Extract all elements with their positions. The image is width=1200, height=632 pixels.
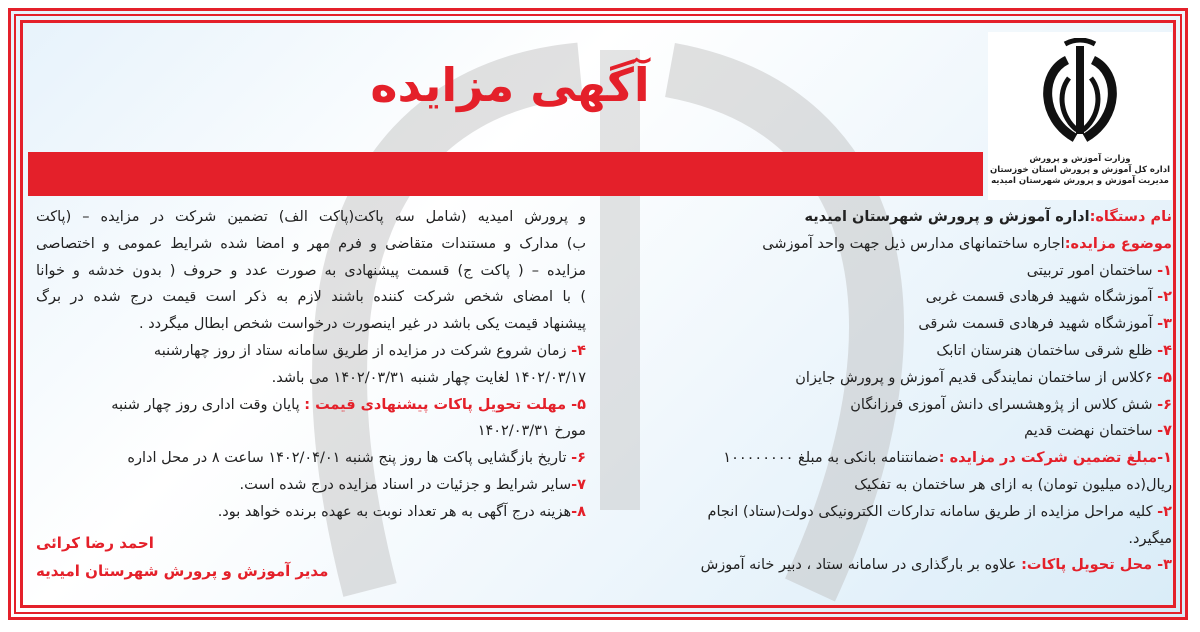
item-5 [36,392,586,419]
building-item [600,284,1172,311]
item-5-cont: مورخ ۱۴۰۲/۰۳/۳۱ [477,423,586,440]
item-text: زمان شروع شرکت در مزایده از طریق سامانه ستاد از روز چهارشنبه [153,342,572,359]
left-column [36,204,586,585]
item-text: سایر شرایط و جزئیات در اسناد مزایده درج شده است. [239,476,572,493]
item-4-cont: ۱۴۰۲/۰۳/۱۷ لغایت چهار شنبه ۱۴۰۲/۰۳/۳۱ می باشد. [271,369,586,386]
signer-title: مدیر آموزش و پرورش شهرستان امیدیه [36,562,329,581]
subject-value: اجاره ساختمانهای مدارس ذیل جهت واحد آموزشی [762,235,1065,252]
org-value: اداره آموزش و پرورش شهرستان امیدیه [804,209,1090,225]
building-item [600,311,1172,338]
building-item [600,258,1172,285]
guarantee-cont: ریال(ده میلیون تومان) به ازای هر ساختمان به تفکیک [854,476,1172,493]
item-number: ۶- [571,450,586,467]
item-3-label: ۳- محل تحویل پاکات: [1021,557,1172,574]
item-7 [36,472,586,499]
logo-line: وزارت آموزش و پرورش [1029,154,1131,164]
item-number: ۷- [571,476,586,493]
para-line: و پرورش امیدیه (شامل سه پاکت(پاکت الف) تضمین شرکت در مزایده – (پاکت [36,209,586,225]
org-label: نام دستگاه: [1089,209,1172,225]
guarantee-line [600,445,1172,472]
item-number: ۳- [1157,316,1172,333]
para-line: ب) مدارک و مستندات متقاضی و فرم مهر و امضا شده شرایط عمومی و اختصاصی [36,235,586,252]
item-8 [36,499,586,526]
right-column [600,204,1172,579]
item-number: ۲- [1157,289,1172,306]
signer-name: احمد رضا کرائی [36,533,154,552]
item-text: هزینه درج آگهی به هر تعداد نوبت به عهده برنده خواهد بود. [217,503,572,520]
item-text: ساختمان امور تربیتی [1026,262,1158,279]
signature-block [36,530,586,586]
item-text: آموزشگاه شهید فرهادی قسمت غربی [925,289,1158,306]
item-5-value: پایان وقت اداری روز چهار شنبه [111,396,305,413]
guarantee-value: ضمانتنامه بانکی به مبلغ ۱۰۰۰۰۰۰۰۰ [723,450,939,467]
item-text: کلیه مراحل مزایده از طریق سامانه تدارکات الکترونیکی دولت(ستاد) انجام [707,503,1158,520]
logo-line: مدیریت آموزش و پرورش شهرستان امیدیه [991,176,1169,186]
item-text: ظلع شرقی ساختمان هنرستان اتابک [936,342,1158,359]
para-line: پیشنهاد قیمت یکی باشد در غیر اینصورت درخواست شخص ابطال میگردد . [138,316,586,333]
building-item [600,392,1172,419]
item-number: ۷- [1157,423,1172,440]
iran-emblem-icon [1035,38,1125,150]
building-item [600,338,1172,365]
logo-line: اداره کل آموزش و پرورش استان خوزستان [990,165,1170,175]
item-number: ۴- [571,342,586,359]
subject-label: موضوع مزایده: [1064,235,1172,252]
item-number: ۸- [571,503,586,520]
item-2 [600,499,1172,526]
item-text: ساختمان نهضت قدیم [1024,423,1158,440]
notice-title: آگهی مزایده [370,58,650,112]
org-line [600,204,1172,231]
item-text: ۶کلاس از ساختمان نمایندگی قدیم آموزش و پرورش جایزان [795,369,1158,386]
item-number: ۱- [1157,262,1172,279]
item-number: ۵- [1157,369,1172,386]
subject-line [600,231,1172,258]
item-2-cont: میگیرد. [1128,530,1172,547]
item-5-label: ۵- مهلت تحویل پاکات پیشنهادی قیمت : [304,396,586,413]
building-item [600,418,1172,445]
item-number: ۲- [1157,503,1172,520]
guarantee-label: ۱-مبلغ تضمین شرکت در مزایده : [938,450,1172,467]
para-line: مزایده – ( پاکت ج) قسمت پیشنهادی به صورت عدد و حروف ( بدون خدشه و خوانا [36,262,586,279]
ministry-logo [988,32,1172,200]
item-text: آموزشگاه شهید فرهادی قسمت شرقی [918,316,1158,333]
item-text: شش کلاس از پژوهشسرای دانش آموزی فرزانگان [850,396,1158,413]
building-item [600,365,1172,392]
item-3 [600,552,1172,579]
red-banner [28,152,983,196]
item-3-value: علاوه بر بارگذاری در سامانه ستاد ، دبیر خانه آموزش [700,557,1022,574]
para-line: ) با امضای شخص شرکت کننده باشند لازم به ذکر است قیمت درج شده در برگ [36,289,586,306]
item-number: ۶- [1157,396,1172,413]
item-number: ۴- [1157,342,1172,359]
item-text: تاریخ بازگشایی پاکت ها روز پنج شنبه ۱۴۰۲/۰۴/۰۱ ساعت ۸ در محل اداره [127,450,572,467]
item-4 [36,338,586,365]
item-6 [36,445,586,472]
